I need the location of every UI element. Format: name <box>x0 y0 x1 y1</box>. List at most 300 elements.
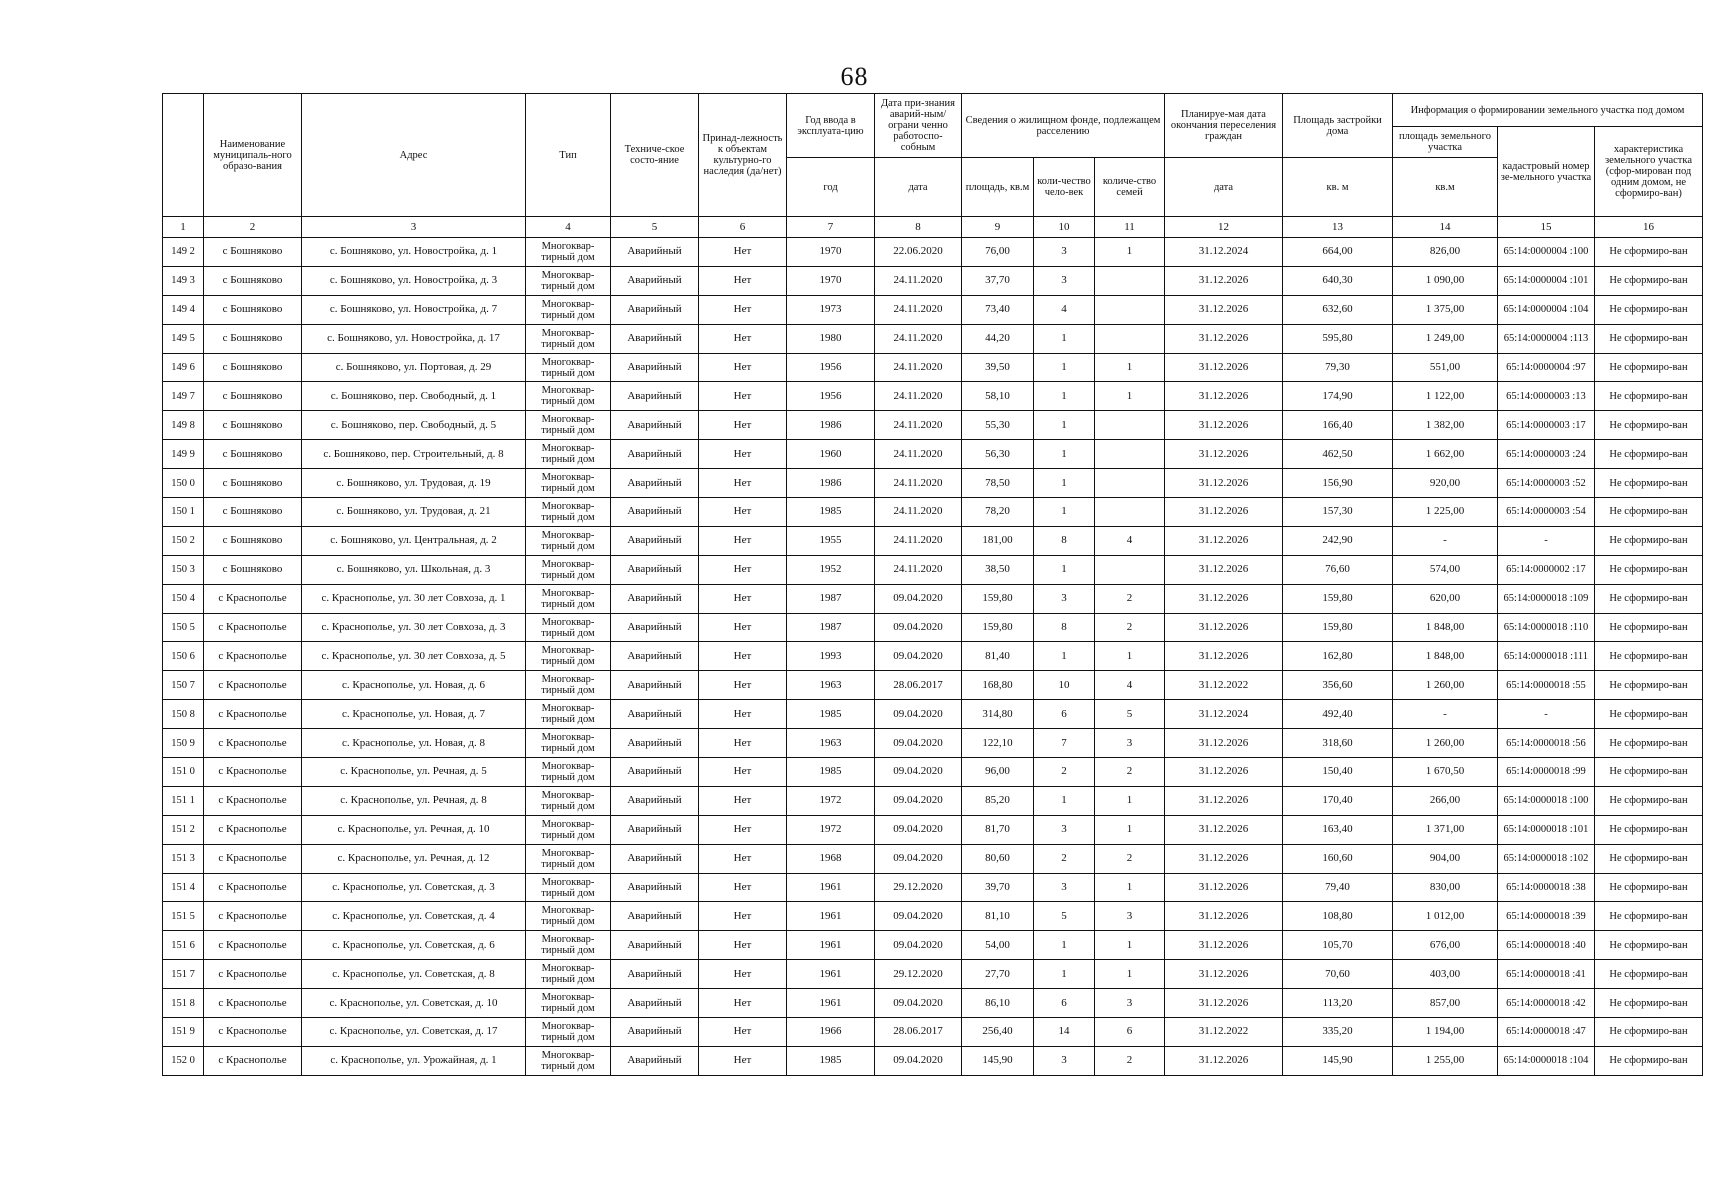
families-count-cell: 2 <box>1095 613 1165 642</box>
commission-year-cell: 1985 <box>787 758 875 787</box>
land-characteristic-cell: Не сформиро-ван <box>1595 324 1703 353</box>
table-row <box>163 989 1703 1018</box>
families-count-cell: 2 <box>1095 844 1165 873</box>
heritage-cell: Нет <box>699 295 787 324</box>
emergency-date-cell: 24.11.2020 <box>875 295 962 324</box>
address-cell: с. Краснополье, ул. Урожайная, д. 1 <box>302 1046 526 1075</box>
people-count-cell: 1 <box>1034 786 1095 815</box>
technical-state-cell: Аварийный <box>611 729 699 758</box>
address-cell: с. Бошняково, ул. Новостройка, д. 3 <box>302 266 526 295</box>
type-cell: Многоквар-тирный дом <box>526 324 611 353</box>
header-families: количе-ство семей <box>1095 158 1165 217</box>
emergency-date-cell: 09.04.2020 <box>875 584 962 613</box>
table-row <box>163 902 1703 931</box>
column-number: 6 <box>699 217 787 238</box>
municipality-cell: с Краснополье <box>204 613 302 642</box>
type-cell: Многоквар-тирный дом <box>526 584 611 613</box>
column-number: 4 <box>526 217 611 238</box>
area-cell: 39,70 <box>962 873 1034 902</box>
header-date-unit: дата <box>875 158 962 217</box>
technical-state-cell: Аварийный <box>611 902 699 931</box>
people-count-cell: 1 <box>1034 555 1095 584</box>
commission-year-cell: 1987 <box>787 613 875 642</box>
table-row <box>163 1018 1703 1047</box>
table-row <box>163 700 1703 729</box>
planned-date-cell: 31.12.2026 <box>1165 411 1283 440</box>
row-number: 151 0 <box>163 758 204 787</box>
row-number: 149 9 <box>163 440 204 469</box>
table-row <box>163 1046 1703 1075</box>
header-commission-year: Год ввода в эксплуата-цию <box>787 94 875 158</box>
families-count-cell: 1 <box>1095 382 1165 411</box>
address-cell: с. Краснополье, ул. Советская, д. 3 <box>302 873 526 902</box>
table-row <box>163 584 1703 613</box>
heritage-cell: Нет <box>699 700 787 729</box>
technical-state-cell: Аварийный <box>611 382 699 411</box>
header-building-area-unit: кв. м <box>1283 158 1393 217</box>
address-cell: с. Краснополье, ул. Советская, д. 4 <box>302 902 526 931</box>
column-numbers-row <box>163 217 1703 238</box>
technical-state-cell: Аварийный <box>611 931 699 960</box>
land-characteristic-cell: Не сформиро-ван <box>1595 555 1703 584</box>
planned-date-cell: 31.12.2026 <box>1165 353 1283 382</box>
column-number: 11 <box>1095 217 1165 238</box>
column-number: 12 <box>1165 217 1283 238</box>
planned-date-cell: 31.12.2026 <box>1165 642 1283 671</box>
heritage-cell: Нет <box>699 353 787 382</box>
heritage-cell: Нет <box>699 613 787 642</box>
emergency-date-cell: 09.04.2020 <box>875 815 962 844</box>
emergency-date-cell: 09.04.2020 <box>875 1046 962 1075</box>
heritage-cell: Нет <box>699 873 787 902</box>
planned-date-cell: 31.12.2026 <box>1165 613 1283 642</box>
emergency-date-cell: 09.04.2020 <box>875 786 962 815</box>
address-cell: с. Краснополье, ул. 30 лет Совхоза, д. 5 <box>302 642 526 671</box>
families-count-cell: 1 <box>1095 786 1165 815</box>
header-plan-date-unit: дата <box>1165 158 1283 217</box>
commission-year-cell: 1970 <box>787 238 875 267</box>
families-count-cell: 1 <box>1095 353 1165 382</box>
area-cell: 27,70 <box>962 960 1034 989</box>
land-area-cell: 403,00 <box>1393 960 1498 989</box>
building-area-cell: 174,90 <box>1283 382 1393 411</box>
families-count-cell: 1 <box>1095 873 1165 902</box>
heritage-cell: Нет <box>699 238 787 267</box>
heritage-cell: Нет <box>699 1046 787 1075</box>
column-number: 1 <box>163 217 204 238</box>
building-area-cell: 70,60 <box>1283 960 1393 989</box>
cadastral-number-cell: 65:14:0000003 :13 <box>1498 382 1595 411</box>
row-number: 151 9 <box>163 1018 204 1047</box>
technical-state-cell: Аварийный <box>611 266 699 295</box>
building-area-cell: 159,80 <box>1283 584 1393 613</box>
header-land-area-unit: кв.м <box>1393 158 1498 217</box>
building-area-cell: 108,80 <box>1283 902 1393 931</box>
building-area-cell: 150,40 <box>1283 758 1393 787</box>
address-cell: с. Бошняково, пер. Строительный, д. 8 <box>302 440 526 469</box>
planned-date-cell: 31.12.2026 <box>1165 526 1283 555</box>
type-cell: Многоквар-тирный дом <box>526 671 611 700</box>
cadastral-number-cell: 65:14:0000018 :109 <box>1498 584 1595 613</box>
area-cell: 96,00 <box>962 758 1034 787</box>
row-number: 149 5 <box>163 324 204 353</box>
people-count-cell: 7 <box>1034 729 1095 758</box>
row-number: 150 1 <box>163 498 204 527</box>
commission-year-cell: 1985 <box>787 1046 875 1075</box>
table-row <box>163 411 1703 440</box>
municipality-cell: с Бошняково <box>204 411 302 440</box>
municipality-cell: с Бошняково <box>204 324 302 353</box>
building-area-cell: 79,40 <box>1283 873 1393 902</box>
area-cell: 181,00 <box>962 526 1034 555</box>
land-area-cell: 620,00 <box>1393 584 1498 613</box>
land-area-cell: 1 012,00 <box>1393 902 1498 931</box>
people-count-cell: 2 <box>1034 758 1095 787</box>
municipality-cell: с Краснополье <box>204 931 302 960</box>
building-area-cell: 492,40 <box>1283 700 1393 729</box>
type-cell: Многоквар-тирный дом <box>526 989 611 1018</box>
people-count-cell: 2 <box>1034 844 1095 873</box>
table-row <box>163 729 1703 758</box>
area-cell: 38,50 <box>962 555 1034 584</box>
address-cell: с. Краснополье, ул. Речная, д. 12 <box>302 844 526 873</box>
building-area-cell: 166,40 <box>1283 411 1393 440</box>
people-count-cell: 6 <box>1034 989 1095 1018</box>
table-row <box>163 671 1703 700</box>
type-cell: Многоквар-тирный дом <box>526 555 611 584</box>
people-count-cell: 3 <box>1034 266 1095 295</box>
cadastral-number-cell: 65:14:0000018 :41 <box>1498 960 1595 989</box>
area-cell: 85,20 <box>962 786 1034 815</box>
cadastral-number-cell: 65:14:0000018 :99 <box>1498 758 1595 787</box>
heritage-cell: Нет <box>699 989 787 1018</box>
cadastral-number-cell: 65:14:0000018 :39 <box>1498 902 1595 931</box>
land-area-cell: 1 670,50 <box>1393 758 1498 787</box>
planned-date-cell: 31.12.2026 <box>1165 931 1283 960</box>
technical-state-cell: Аварийный <box>611 786 699 815</box>
header-cadastral-number: кадастровый номер зе-мельного участка <box>1498 127 1595 217</box>
commission-year-cell: 1972 <box>787 786 875 815</box>
municipality-cell: с Бошняково <box>204 382 302 411</box>
header-area: площадь, кв.м <box>962 158 1034 217</box>
building-area-cell: 157,30 <box>1283 498 1393 527</box>
building-area-cell: 170,40 <box>1283 786 1393 815</box>
families-count-cell: 4 <box>1095 526 1165 555</box>
building-area-cell: 640,30 <box>1283 266 1393 295</box>
address-cell: с. Бошняково, ул. Новостройка, д. 7 <box>302 295 526 324</box>
heritage-cell: Нет <box>699 440 787 469</box>
people-count-cell: 1 <box>1034 324 1095 353</box>
heritage-cell: Нет <box>699 498 787 527</box>
emergency-date-cell: 24.11.2020 <box>875 498 962 527</box>
municipality-cell: с Бошняково <box>204 238 302 267</box>
planned-date-cell: 31.12.2026 <box>1165 469 1283 498</box>
municipality-cell: с Бошняково <box>204 555 302 584</box>
planned-date-cell: 31.12.2026 <box>1165 786 1283 815</box>
planned-date-cell: 31.12.2026 <box>1165 440 1283 469</box>
table-header <box>163 94 1703 238</box>
commission-year-cell: 1966 <box>787 1018 875 1047</box>
address-cell: с. Бошняково, пер. Свободный, д. 5 <box>302 411 526 440</box>
heritage-cell: Нет <box>699 815 787 844</box>
address-cell: с. Краснополье, ул. Речная, д. 8 <box>302 786 526 815</box>
planned-date-cell: 31.12.2026 <box>1165 382 1283 411</box>
land-characteristic-cell: Не сформиро-ван <box>1595 989 1703 1018</box>
type-cell: Многоквар-тирный дом <box>526 1046 611 1075</box>
planned-date-cell: 31.12.2024 <box>1165 700 1283 729</box>
building-area-cell: 595,80 <box>1283 324 1393 353</box>
type-cell: Многоквар-тирный дом <box>526 382 611 411</box>
municipality-cell: с Краснополье <box>204 786 302 815</box>
cadastral-number-cell: - <box>1498 526 1595 555</box>
area-cell: 86,10 <box>962 989 1034 1018</box>
address-cell: с. Бошняково, ул. Новостройка, д. 1 <box>302 238 526 267</box>
type-cell: Многоквар-тирный дом <box>526 931 611 960</box>
families-count-cell: 1 <box>1095 931 1165 960</box>
land-area-cell: 1 260,00 <box>1393 671 1498 700</box>
emergency-date-cell: 24.11.2020 <box>875 266 962 295</box>
header-year-unit: год <box>787 158 875 217</box>
commission-year-cell: 1968 <box>787 844 875 873</box>
cadastral-number-cell: 65:14:0000018 :100 <box>1498 786 1595 815</box>
type-cell: Многоквар-тирный дом <box>526 815 611 844</box>
commission-year-cell: 1961 <box>787 873 875 902</box>
land-area-cell: 920,00 <box>1393 469 1498 498</box>
planned-date-cell: 31.12.2022 <box>1165 1018 1283 1047</box>
technical-state-cell: Аварийный <box>611 613 699 642</box>
area-cell: 78,20 <box>962 498 1034 527</box>
row-number: 151 7 <box>163 960 204 989</box>
heritage-cell: Нет <box>699 758 787 787</box>
table-row <box>163 931 1703 960</box>
municipality-cell: с Бошняково <box>204 526 302 555</box>
commission-year-cell: 1963 <box>787 729 875 758</box>
planned-date-cell: 31.12.2026 <box>1165 498 1283 527</box>
heritage-cell: Нет <box>699 931 787 960</box>
land-area-cell: 1 260,00 <box>1393 729 1498 758</box>
heritage-cell: Нет <box>699 786 787 815</box>
commission-year-cell: 1960 <box>787 440 875 469</box>
type-cell: Многоквар-тирный дом <box>526 700 611 729</box>
families-count-cell: 4 <box>1095 671 1165 700</box>
municipality-cell: с Бошняково <box>204 266 302 295</box>
heritage-cell: Нет <box>699 1018 787 1047</box>
area-cell: 39,50 <box>962 353 1034 382</box>
municipality-cell: с Бошняково <box>204 353 302 382</box>
people-count-cell: 5 <box>1034 902 1095 931</box>
technical-state-cell: Аварийный <box>611 295 699 324</box>
type-cell: Многоквар-тирный дом <box>526 440 611 469</box>
municipality-cell: с Бошняково <box>204 440 302 469</box>
land-area-cell: 676,00 <box>1393 931 1498 960</box>
planned-date-cell: 31.12.2024 <box>1165 238 1283 267</box>
people-count-cell: 3 <box>1034 873 1095 902</box>
technical-state-cell: Аварийный <box>611 671 699 700</box>
land-characteristic-cell: Не сформиро-ван <box>1595 729 1703 758</box>
municipality-cell: с Краснополье <box>204 989 302 1018</box>
families-count-cell: 6 <box>1095 1018 1165 1047</box>
technical-state-cell: Аварийный <box>611 555 699 584</box>
type-cell: Многоквар-тирный дом <box>526 613 611 642</box>
cadastral-number-cell: 65:14:0000018 :47 <box>1498 1018 1595 1047</box>
families-count-cell <box>1095 324 1165 353</box>
row-number: 149 2 <box>163 238 204 267</box>
header-people: коли-чество чело-век <box>1034 158 1095 217</box>
land-characteristic-cell: Не сформиро-ван <box>1595 758 1703 787</box>
land-characteristic-cell: Не сформиро-ван <box>1595 1046 1703 1075</box>
commission-year-cell: 1987 <box>787 584 875 613</box>
land-characteristic-cell: Не сформиро-ван <box>1595 931 1703 960</box>
cadastral-number-cell: 65:14:0000004 :101 <box>1498 266 1595 295</box>
cadastral-number-cell: 65:14:0000018 :104 <box>1498 1046 1595 1075</box>
technical-state-cell: Аварийный <box>611 1046 699 1075</box>
type-cell: Многоквар-тирный дом <box>526 411 611 440</box>
planned-date-cell: 31.12.2026 <box>1165 555 1283 584</box>
row-number: 151 8 <box>163 989 204 1018</box>
cadastral-number-cell: 65:14:0000004 :100 <box>1498 238 1595 267</box>
cadastral-number-cell: 65:14:0000018 :101 <box>1498 815 1595 844</box>
type-cell: Многоквар-тирный дом <box>526 902 611 931</box>
land-characteristic-cell: Не сформиро-ван <box>1595 295 1703 324</box>
table-row <box>163 353 1703 382</box>
technical-state-cell: Аварийный <box>611 324 699 353</box>
heritage-cell: Нет <box>699 469 787 498</box>
type-cell: Многоквар-тирный дом <box>526 498 611 527</box>
technical-state-cell: Аварийный <box>611 526 699 555</box>
table-row <box>163 295 1703 324</box>
emergency-date-cell: 09.04.2020 <box>875 729 962 758</box>
families-count-cell <box>1095 295 1165 324</box>
header-emergency-date: Дата при-знания аварий-ным/ограни ченно работоспо-собным <box>875 94 962 158</box>
people-count-cell: 1 <box>1034 440 1095 469</box>
heritage-cell: Нет <box>699 266 787 295</box>
type-cell: Многоквар-тирный дом <box>526 1018 611 1047</box>
row-number: 150 4 <box>163 584 204 613</box>
building-area-cell: 163,40 <box>1283 815 1393 844</box>
header-heritage: Принад-лежность к объектам культурно-го наследия (да/нет) <box>699 94 787 217</box>
planned-date-cell: 31.12.2026 <box>1165 960 1283 989</box>
technical-state-cell: Аварийный <box>611 1018 699 1047</box>
emergency-date-cell: 24.11.2020 <box>875 440 962 469</box>
people-count-cell: 3 <box>1034 584 1095 613</box>
planned-date-cell: 31.12.2026 <box>1165 324 1283 353</box>
technical-state-cell: Аварийный <box>611 353 699 382</box>
type-cell: Многоквар-тирный дом <box>526 960 611 989</box>
row-number: 149 7 <box>163 382 204 411</box>
land-area-cell: 551,00 <box>1393 353 1498 382</box>
commission-year-cell: 1993 <box>787 642 875 671</box>
emergency-date-cell: 09.04.2020 <box>875 989 962 1018</box>
type-cell: Многоквар-тирный дом <box>526 266 611 295</box>
land-characteristic-cell: Не сформиро-ван <box>1595 1018 1703 1047</box>
land-characteristic-cell: Не сформиро-ван <box>1595 238 1703 267</box>
heritage-cell: Нет <box>699 555 787 584</box>
heritage-cell: Нет <box>699 902 787 931</box>
header-col-1 <box>163 94 204 217</box>
area-cell: 76,00 <box>962 238 1034 267</box>
emergency-date-cell: 24.11.2020 <box>875 324 962 353</box>
building-area-cell: 79,30 <box>1283 353 1393 382</box>
planned-date-cell: 31.12.2026 <box>1165 758 1283 787</box>
land-area-cell: 1 225,00 <box>1393 498 1498 527</box>
land-area-cell: 857,00 <box>1393 989 1498 1018</box>
heritage-cell: Нет <box>699 411 787 440</box>
land-area-cell: 1 382,00 <box>1393 411 1498 440</box>
commission-year-cell: 1985 <box>787 700 875 729</box>
heritage-cell: Нет <box>699 642 787 671</box>
people-count-cell: 1 <box>1034 960 1095 989</box>
cadastral-number-cell: 65:14:0000018 :40 <box>1498 931 1595 960</box>
municipality-cell: с Бошняково <box>204 469 302 498</box>
heritage-cell: Нет <box>699 671 787 700</box>
row-number: 149 4 <box>163 295 204 324</box>
table-row <box>163 786 1703 815</box>
row-number: 151 1 <box>163 786 204 815</box>
people-count-cell: 1 <box>1034 931 1095 960</box>
type-cell: Многоквар-тирный дом <box>526 469 611 498</box>
planned-date-cell: 31.12.2026 <box>1165 266 1283 295</box>
municipality-cell: с Бошняково <box>204 498 302 527</box>
building-area-cell: 162,80 <box>1283 642 1393 671</box>
cadastral-number-cell: 65:14:0000003 :24 <box>1498 440 1595 469</box>
land-area-cell: 1 848,00 <box>1393 642 1498 671</box>
land-characteristic-cell: Не сформиро-ван <box>1595 498 1703 527</box>
municipality-cell: с Бошняково <box>204 295 302 324</box>
row-number: 152 0 <box>163 1046 204 1075</box>
area-cell: 78,50 <box>962 469 1034 498</box>
technical-state-cell: Аварийный <box>611 873 699 902</box>
technical-state-cell: Аварийный <box>611 498 699 527</box>
building-area-cell: 356,60 <box>1283 671 1393 700</box>
type-cell: Многоквар-тирный дом <box>526 729 611 758</box>
emergency-date-cell: 09.04.2020 <box>875 613 962 642</box>
row-number: 151 4 <box>163 873 204 902</box>
header-type: Тип <box>526 94 611 217</box>
building-area-cell: 462,50 <box>1283 440 1393 469</box>
building-area-cell: 335,20 <box>1283 1018 1393 1047</box>
planned-date-cell: 31.12.2022 <box>1165 671 1283 700</box>
planned-date-cell: 31.12.2026 <box>1165 729 1283 758</box>
address-cell: с. Бошняково, пер. Свободный, д. 1 <box>302 382 526 411</box>
type-cell: Многоквар-тирный дом <box>526 873 611 902</box>
people-count-cell: 4 <box>1034 295 1095 324</box>
families-count-cell: 1 <box>1095 960 1165 989</box>
land-area-cell: 1 255,00 <box>1393 1046 1498 1075</box>
emergency-date-cell: 09.04.2020 <box>875 642 962 671</box>
column-number: 8 <box>875 217 962 238</box>
people-count-cell: 3 <box>1034 1046 1095 1075</box>
cadastral-number-cell: 65:14:0000003 :54 <box>1498 498 1595 527</box>
table-row <box>163 498 1703 527</box>
heritage-cell: Нет <box>699 844 787 873</box>
municipality-cell: с Краснополье <box>204 873 302 902</box>
land-area-cell: 1 371,00 <box>1393 815 1498 844</box>
column-number: 14 <box>1393 217 1498 238</box>
emergency-date-cell: 24.11.2020 <box>875 411 962 440</box>
row-number: 150 5 <box>163 613 204 642</box>
building-area-cell: 664,00 <box>1283 238 1393 267</box>
land-characteristic-cell: Не сформиро-ван <box>1595 671 1703 700</box>
families-count-cell: 2 <box>1095 584 1165 613</box>
land-characteristic-cell: Не сформиро-ван <box>1595 353 1703 382</box>
table-row <box>163 440 1703 469</box>
land-characteristic-cell: Не сформиро-ван <box>1595 382 1703 411</box>
emergency-date-cell: 28.06.2017 <box>875 1018 962 1047</box>
people-count-cell: 6 <box>1034 700 1095 729</box>
heritage-cell: Нет <box>699 584 787 613</box>
land-characteristic-cell: Не сформиро-ван <box>1595 960 1703 989</box>
address-cell: с. Краснополье, ул. Советская, д. 8 <box>302 960 526 989</box>
